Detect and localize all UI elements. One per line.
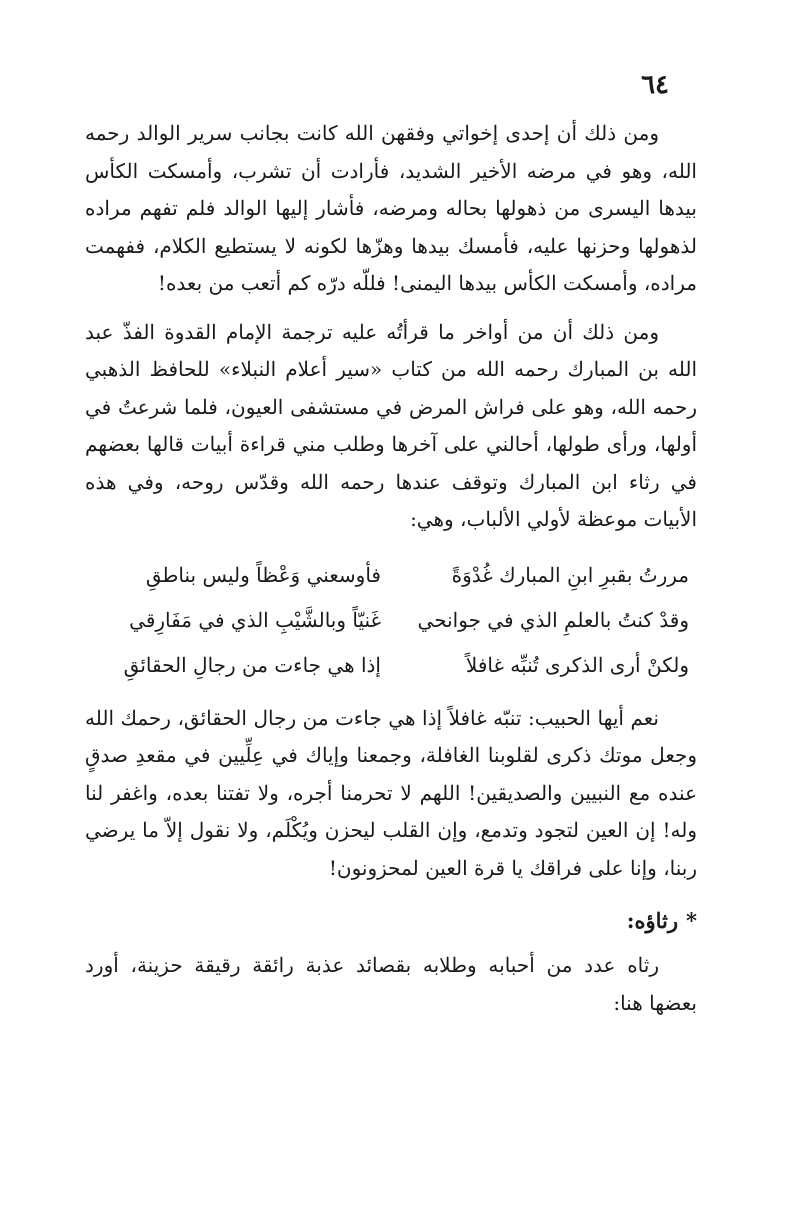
poem-verse	[85, 598, 689, 643]
paragraph-supplication: نعم أيها الحبيب: تنبّه غافلاً إذا هي جاءت من رجال الحقائق، رحمك الله وجعل موتك ذكرى لقلوبنا الغافلة، وجمعنا وإياك في عِلِّيين في مقعدِ صدقٍ عنده مع النبيين والصديقين! اللهم لا تحرمنا أجره، ولا تفتنا بعده، واغفر لنا وله! إن العين لتجود وتدمع، وإن القلب ليحزن ويُكْلَم، ولا نقول إلاّ ما يرضي ربنا، وإنا على فراقك يا قرة العين لمحزونون!	[85, 705, 697, 880]
section-heading-text: رثاؤه:	[626, 908, 679, 933]
poem-first-hemistich: وقدْ كنتُ بالعلمِ الذي في جوانحي	[417, 607, 689, 632]
paragraph-siyar-reading: ومن ذلك أن من أواخر ما قرأتُه عليه ترجمة الإمام القدوة الفذّ عبد الله بن المبارك رحمه الله من كتاب «سير أعلام النبلاء» للحافظ الذهبي رحمه الله، وهو على فراش المرض في مستشفى العيون، فلما شرعتُ في أولها، ورأى طولها، أحالني على آخرها وطلب مني قراءة أبيات قالها بعضهم في رثاء ابن المبارك وتوقف عندها رحمه الله وقدّس روحه، وفي هذه الأبيات موعظة لأولي الألباب، وهي:	[85, 319, 698, 531]
paragraph-sister-cup: ومن ذلك أن إحدى إخواتي وفقهن الله كانت بجانب سرير الوالد رحمه الله، وهو في مرضه الأخير الشديد، فأرادت أن تشرب، وأمسكت الكأس بيدها اليسرى من ذهولها بحاله ومرضه، فأشار إليها الوالد فلم تفهم مراده لذهولها وحزنها عليه، فأمسك بيدها وهزّها لكونه لا يستطيع الكلام، ففهمت مراده، وأمسكت الكأس بيدها اليمنى! فللّه درّه كم أتعب من بعده!	[85, 121, 697, 295]
poem	[85, 553, 697, 688]
poem-first-hemistich: مررتُ بقبرِ ابنِ المبارك غُدْوَةً	[451, 562, 689, 587]
paragraph-elegies: رثاه عدد من أحبابه وطلابه بقصائد عذبة رائقة رقيقة حزينة، أورد بعضها هنا:	[85, 953, 697, 1015]
poem-verse	[85, 553, 689, 598]
page-body	[85, 115, 697, 1022]
section-heading	[85, 901, 697, 941]
poem-second-hemistich: فأوسعني وَعْظاً وليس بناطقِ	[145, 562, 381, 587]
poem-second-hemistich: غَنيّاً وبالشَّيْبِ الذي في مَفَارِقي	[129, 607, 381, 632]
poem-second-hemistich: إذا هي جاءت من رجالِ الحقائقِ	[123, 652, 381, 677]
page-number: ٦٤	[641, 70, 669, 100]
asterisk-icon: *	[686, 908, 697, 933]
poem-first-hemistich: ولكنْ أرى الذكرى تُنبِّه غافلاً	[465, 652, 689, 677]
poem-verse	[85, 643, 689, 688]
